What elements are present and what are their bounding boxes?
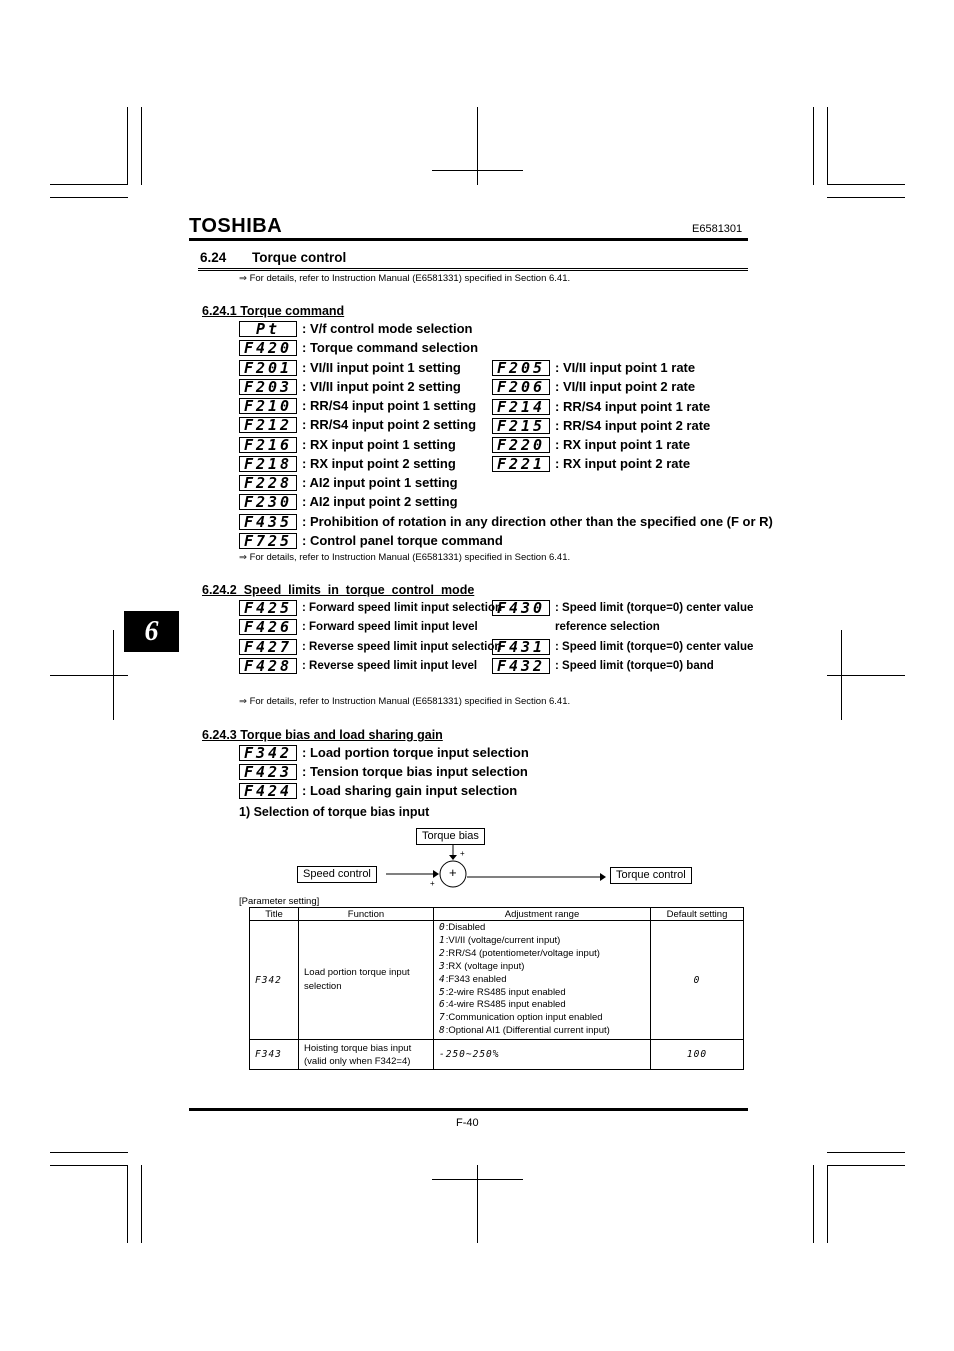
param-code-f221: F221 — [492, 456, 550, 472]
range-option — [439, 961, 645, 974]
range-option-code: 8 — [439, 1025, 446, 1037]
param-description: : RR/S4 input point 2 setting — [302, 417, 477, 433]
range-option-code: 4 — [439, 973, 446, 985]
row-title: F343 — [250, 1040, 299, 1070]
param-description: : Forward speed limit input selection — [302, 602, 502, 614]
table-caption: [Parameter setting] — [239, 896, 320, 907]
param-description: : Reverse speed limit input selection — [302, 640, 502, 653]
param-code-f426: F426 — [239, 619, 297, 635]
param-code-f220: F220 — [492, 437, 550, 453]
parameter-setting-table — [249, 907, 744, 1070]
param-description: : Torque command selection — [302, 340, 479, 356]
range-option — [439, 974, 645, 987]
torque-bias-subheading: 1) Selection of torque bias input — [239, 805, 430, 819]
brand-logo: TOSHIBA — [189, 215, 283, 237]
range-option-code: 5 — [439, 986, 446, 998]
column-header-default-setting: Default setting — [651, 908, 744, 921]
reference-note-1: ⇒ For details, refer to Instruction Manual (E6581331) specified in Section 6.41. — [239, 273, 571, 284]
param-code-f214: F214 — [492, 399, 550, 415]
reference-note-3: ⇒ For details, refer to Instruction Manual (E6581331) specified in Section 6.41. — [239, 696, 571, 707]
param-code-f206: F206 — [492, 379, 550, 395]
param-description: : AI2 input point 1 setting — [302, 475, 458, 490]
column-header-adjustment-range: Adjustment range — [434, 908, 651, 921]
param-code-f215: F215 — [492, 418, 550, 434]
param-description: : Tension torque bias input selection — [302, 764, 528, 779]
param-description: : RR/S4 input point 1 rate — [555, 398, 711, 414]
param-description: : Prohibition of rotation in any direction other than the specified one (F or R) — [302, 513, 773, 529]
param-description: : RR/S4 input point 2 rate — [555, 417, 711, 433]
document-number: E6581301 — [692, 223, 743, 235]
param-description: : RR/S4 input point 1 setting — [302, 398, 477, 413]
row-adjustment-range — [434, 921, 651, 1040]
function-line-1: Hoisting torque bias input — [304, 1042, 412, 1054]
param-description: : Forward speed limit input level — [302, 621, 478, 634]
section-name: Torque control — [252, 250, 347, 265]
torque-bias-box: Torque bias — [416, 828, 485, 845]
section-number: 6.24 — [200, 250, 227, 265]
torque-control-box: Torque control — [610, 867, 692, 884]
param-description: : Load sharing gain input selection — [302, 783, 518, 798]
range-option — [439, 987, 645, 1000]
param-code-f428: F428 — [239, 658, 297, 674]
row-function: Load portion torque input selection — [299, 921, 434, 1040]
range-option — [439, 1025, 645, 1038]
param-description: : RX input point 1 rate — [555, 437, 691, 452]
param-description: : VI/II input point 1 rate — [555, 360, 696, 375]
param-code-f216: F216 — [239, 437, 297, 453]
param-code-f725: F725 — [239, 533, 297, 549]
param-code-pt: Pt — [239, 321, 297, 337]
param-code-f431: F431 — [492, 639, 550, 655]
param-description: : Control panel torque command — [302, 532, 503, 548]
param-description: reference selection — [555, 621, 660, 634]
param-description: : V/f control mode selection — [302, 321, 473, 336]
row-title: F342 — [250, 921, 299, 1040]
range-option-text: :Communication option input enabled — [445, 1012, 603, 1024]
range-option-code: 6 — [439, 999, 446, 1011]
range-option-text: :VI/II (voltage/current input) — [445, 934, 561, 946]
range-option-text: :Disabled — [445, 922, 486, 933]
range-option-code: 2 — [439, 947, 446, 959]
subsection-heading-torque-bias: 6.24.3 Torque bias and load sharing gain — [202, 728, 443, 742]
param-description: : RX input point 2 rate — [555, 456, 691, 472]
range-option — [439, 922, 645, 935]
column-header-function: Function — [299, 908, 434, 921]
param-code-f432: F432 — [492, 658, 550, 674]
table-row — [250, 921, 744, 1040]
range-option-code: 0 — [439, 922, 446, 933]
param-code-f420: F420 — [239, 340, 297, 356]
range-option — [439, 948, 645, 961]
row-default: 100 — [651, 1040, 744, 1070]
page-number: F-40 — [456, 1117, 479, 1129]
param-description: : VI/II input point 1 setting — [302, 359, 461, 375]
param-description: : VI/II input point 2 rate — [555, 379, 696, 395]
param-code-f201: F201 — [239, 360, 297, 376]
range-option-code: 7 — [439, 1012, 446, 1024]
param-description: : Load portion torque input selection — [302, 745, 529, 760]
param-code-f423: F423 — [239, 764, 297, 780]
param-code-f342: F342 — [239, 745, 297, 761]
plus-sign-top: + — [460, 849, 465, 858]
range-option-text: :F343 enabled — [445, 973, 507, 985]
footer-rule — [189, 1108, 748, 1111]
row-function — [299, 1040, 434, 1070]
param-code-f435: F435 — [239, 514, 297, 530]
param-code-f228: F228 — [239, 475, 297, 491]
param-code-f205: F205 — [492, 360, 550, 376]
range-option-text: :2-wire RS485 input enabled — [445, 986, 566, 998]
column-header-title: Title — [250, 908, 299, 921]
param-code-f218: F218 — [239, 456, 297, 472]
range-option-code: 1 — [439, 934, 446, 946]
reference-note-2: ⇒ For details, refer to Instruction Manual (E6581331) specified in Section 6.41. — [239, 552, 571, 563]
param-description: : AI2 input point 2 setting — [302, 494, 458, 510]
subsection-heading-torque-command: 6.24.1 Torque command — [202, 304, 345, 318]
param-description: : Reverse speed limit input level — [302, 659, 478, 672]
param-description: : RX input point 1 setting — [302, 436, 456, 452]
param-code-f210: F210 — [239, 398, 297, 414]
table-row — [250, 1040, 744, 1070]
param-code-f430: F430 — [492, 600, 550, 616]
range-option — [439, 1012, 645, 1025]
speed-control-box: Speed control — [297, 866, 377, 883]
param-description: : Speed limit (torque=0) center value — [555, 602, 754, 614]
adjustment-range-list — [439, 922, 645, 1038]
row-adjustment-range: -250~250% — [434, 1040, 651, 1070]
param-description: : RX input point 2 setting — [302, 455, 456, 471]
range-option — [439, 935, 645, 948]
param-code-f212: F212 — [239, 417, 297, 433]
param-description: : Speed limit (torque=0) center value — [555, 640, 754, 653]
table-header-row — [250, 908, 744, 921]
plus-sign-left: + — [430, 879, 435, 888]
chapter-number: 6 — [144, 616, 159, 647]
range-option-code: 3 — [439, 960, 446, 972]
range-option-text: :Optional AI1 (Differential current input) — [445, 1025, 610, 1037]
param-code-f230: F230 — [239, 494, 297, 510]
range-option-text: :4-wire RS485 input enabled — [445, 999, 566, 1011]
range-option-text: :RR/S4 (potentiometer/voltage input) — [445, 947, 600, 959]
summing-junction-symbol: + — [449, 865, 457, 880]
param-description: : VI/II input point 2 setting — [302, 378, 461, 394]
param-code-f425: F425 — [239, 600, 297, 616]
subsection-heading-speed-limits: 6.24.2 Speed limits in torque control mode — [202, 583, 475, 597]
range-option — [439, 999, 645, 1012]
row-default: 0 — [651, 921, 744, 1040]
param-code-f424: F424 — [239, 783, 297, 799]
range-option-text: :RX (voltage input) — [445, 960, 525, 972]
param-code-f427: F427 — [239, 639, 297, 655]
param-description: : Speed limit (torque=0) band — [555, 659, 714, 672]
function-line-2: (valid only when F342=4) — [304, 1055, 411, 1067]
param-code-f203: F203 — [239, 379, 297, 395]
